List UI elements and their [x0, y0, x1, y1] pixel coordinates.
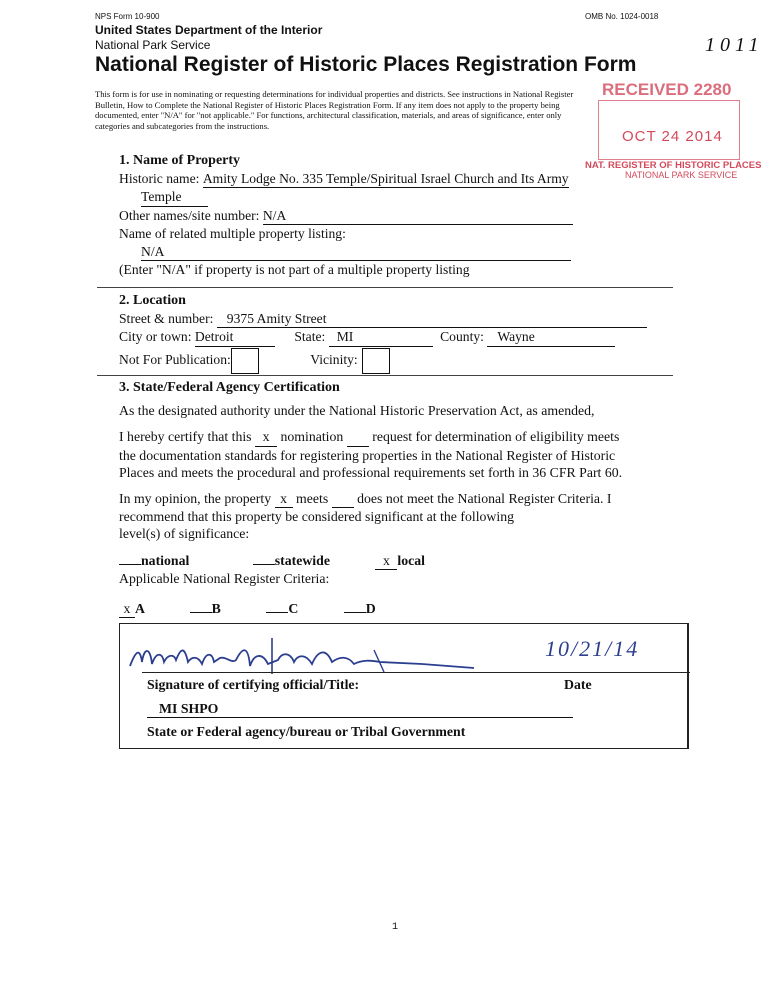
instructions-line: This form is for use in nominating or requesting determinations for individual properties and districts. See instructions in National Register: [95, 89, 574, 99]
not-for-publication-label: Not For Publication:: [119, 351, 231, 367]
signature-date-handwritten: 10/21/14: [545, 636, 640, 661]
related-listing-value: N/A: [141, 243, 571, 262]
divider: [97, 375, 673, 376]
other-names-label: Other names/site number:: [119, 207, 260, 223]
historic-name-value: Amity Lodge No. 335 Temple/Spiritual Israel Church and Its Army: [203, 170, 569, 189]
section-2-heading: 2. Location: [119, 293, 186, 308]
nomination-label: nomination: [280, 429, 344, 445]
section-1-heading: 1. Name of Property: [119, 153, 241, 168]
city-label: City or town:: [119, 329, 192, 344]
historic-name-value-cont: Temple: [141, 188, 208, 207]
certify-text: I hereby certify that this: [119, 429, 252, 445]
criteria-a-mark: x: [119, 600, 135, 618]
date-label: Date: [564, 677, 592, 692]
vicinity-checkbox[interactable]: [362, 348, 390, 374]
state-value: MI: [329, 328, 433, 347]
county-label: County:: [440, 329, 484, 344]
level-statewide-label: statewide: [274, 552, 330, 568]
criteria-c-label: C: [288, 601, 299, 617]
related-listing-note: (Enter "N/A" if property is not part of a multiple property listing: [119, 262, 470, 277]
service: National Park Service: [95, 38, 211, 52]
instructions-line: documented, enter "N/A" for "not applicable." For functions, architectural classification, materials, and areas of significance, enter only: [95, 110, 562, 121]
county-value: Wayne: [487, 328, 615, 347]
page-number: 1: [392, 922, 399, 933]
street-value: 9375 Amity Street: [217, 310, 647, 329]
historic-name-label: Historic name:: [119, 170, 200, 186]
department: United States Department of the Interior: [95, 23, 323, 37]
not-for-publication-checkbox[interactable]: [231, 348, 259, 374]
level-national-label: national: [141, 552, 190, 568]
authority-text: As the designated authority under the National Historic Preservation Act, as amended,: [119, 403, 595, 419]
criteria-b-label: B: [211, 601, 221, 617]
level-local-mark: x: [375, 552, 397, 570]
divider: [97, 287, 673, 288]
criteria-a-label: A: [135, 601, 145, 617]
omb-number: OMB No. 1024-0018: [585, 12, 659, 21]
form-title: National Register of Historic Places Registration Form: [95, 53, 637, 76]
stamp-received: RECEIVED 2280: [602, 80, 732, 99]
opinion-text: recommend that this property be considered significant at the following: [119, 509, 515, 525]
signature-line: [142, 672, 690, 673]
related-listing-label: Name of related multiple property listing:: [119, 226, 346, 241]
level-national-mark: [119, 564, 141, 565]
stamp-date: OCT 24 2014: [622, 128, 723, 145]
does-not-meet-mark: [332, 490, 354, 508]
certify-text: Places and meets the procedural and professional requirements set forth in 36 CFR Part 60.: [119, 464, 623, 480]
other-names-value: N/A: [263, 207, 573, 226]
street-label: Street & number:: [119, 310, 214, 326]
certify-text: the documentation standards for registering properties in the National Register of Historic: [119, 447, 616, 463]
instructions-line: Bulletin, How to Complete the National Register of Historic Places Registration Form. If any item does not apply to the property being: [95, 99, 560, 110]
nomination-mark: x: [255, 428, 277, 446]
meets-label: meets: [296, 491, 329, 507]
stamp-line1: NAT. REGISTER OF HISTORIC PLACES: [585, 160, 762, 171]
vicinity-label: Vicinity:: [310, 351, 358, 367]
meets-mark: x: [275, 490, 293, 508]
does-not-meet-label: does not meet the National Register Criteria. I: [357, 491, 612, 507]
criteria-d-mark: [344, 612, 366, 613]
handwritten-number: 1011: [705, 34, 764, 56]
request-mark: [347, 428, 369, 446]
criteria-d-label: D: [365, 601, 376, 617]
level-statewide-mark: [253, 564, 275, 565]
section-3-heading: 3. State/Federal Agency Certification: [119, 380, 340, 395]
criteria-c-mark: [266, 612, 288, 613]
request-label: request for determination of eligibility meets: [372, 429, 620, 445]
opinion-text: In my opinion, the property: [119, 491, 272, 507]
instructions-line: categories and subcategories from the instructions.: [95, 120, 270, 131]
signature-label: Signature of certifying official/Title:: [147, 677, 360, 692]
level-local-label: local: [397, 552, 425, 568]
state-label: State:: [294, 329, 326, 344]
agency-label: State or Federal agency/bureau or Tribal Government: [147, 724, 466, 739]
criteria-b-mark: [190, 612, 212, 613]
city-value: Detroit: [195, 328, 275, 347]
agency-value: MI SHPO: [147, 701, 573, 718]
signature-box: [119, 623, 689, 749]
criteria-label: Applicable National Register Criteria:: [119, 570, 330, 586]
instructions: [95, 89, 615, 131]
form-number: NPS Form 10-900: [95, 12, 160, 21]
stamp-line2: NATIONAL PARK SERVICE: [625, 170, 738, 180]
opinion-text: level(s) of significance:: [119, 526, 250, 542]
